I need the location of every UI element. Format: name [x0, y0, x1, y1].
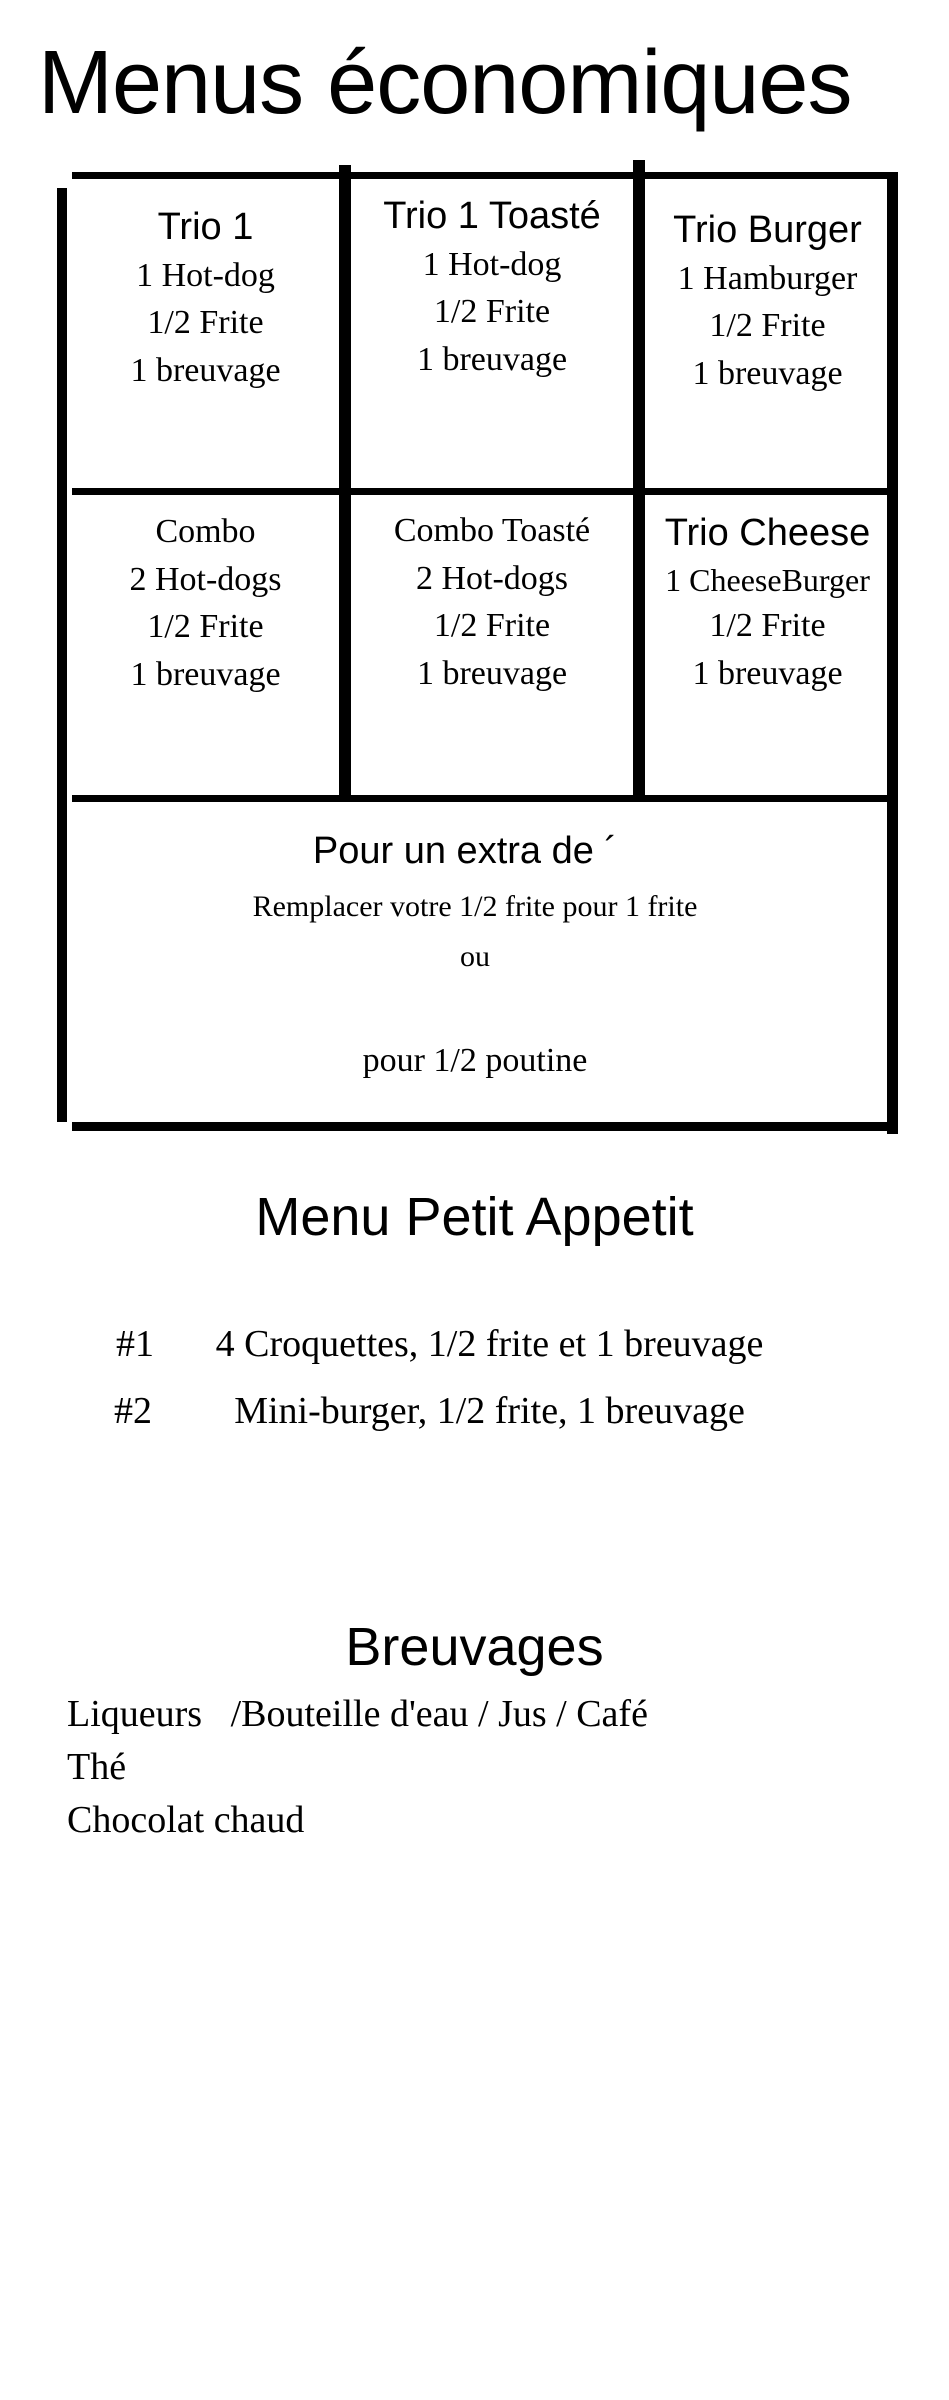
grid-row-divider-2	[72, 795, 892, 802]
combo-item: 1 Hot-dog	[136, 256, 275, 294]
item-description: 4 Croquettes, 1/2 frite et 1 breuvage	[215, 1323, 764, 1365]
combo-item: 1/2 Frite	[709, 307, 826, 345]
combo-item: 1/2 Frite	[147, 608, 264, 646]
combo-item: 1/2 Frite	[433, 293, 551, 331]
beverage-line: Thé	[67, 1746, 127, 1788]
combo-cell-trio-1-toaste	[351, 193, 633, 383]
combo-item: 1 Hot-dog	[422, 245, 562, 283]
item-number: #1	[116, 1323, 154, 1365]
extra-line: pour 1/2 poutine	[362, 1042, 588, 1079]
grid-top-border	[72, 172, 896, 179]
combo-name: Trio 1 Toasté	[383, 195, 601, 237]
beverage-line: Chocolat chaud	[67, 1799, 305, 1841]
combo-name: Trio Cheese	[664, 512, 871, 554]
combo-item: 1 CheeseBurger	[665, 561, 870, 598]
section-title-petit-appetit: Menu Petit Appetit	[255, 1187, 694, 1247]
combo-item: 1 breuvage	[130, 655, 281, 693]
item-description: Mini-burger, 1/2 frite, 1 breuvage	[234, 1390, 745, 1432]
combo-name: Trio Burger	[673, 209, 862, 251]
extra-line: ou	[460, 940, 490, 973]
combo-item: 1 breuvage	[130, 351, 281, 389]
combo-cell-trio-cheese	[645, 510, 890, 697]
combo-cell-trio-1	[72, 204, 339, 394]
item-number: #2	[114, 1390, 152, 1432]
combo-item: 1/2 Frite	[147, 304, 264, 342]
combo-item: 1 breuvage	[416, 654, 568, 692]
combo-item: 1 Hamburger	[677, 259, 858, 297]
combo-item: 1 breuvage	[692, 354, 843, 392]
page-title: Menus économiques	[38, 33, 852, 133]
combo-item: 1 breuvage	[416, 340, 568, 378]
beverage-line: Liqueurs /Bouteille d'eau / Jus / Café	[67, 1693, 648, 1735]
grid-col-divider-2	[633, 160, 645, 798]
combo-item: 1 breuvage	[692, 654, 843, 692]
combo-cell-combo	[72, 508, 339, 698]
extra-heading: Pour un extra de ´	[312, 830, 618, 872]
section-title-breuvages: Breuvages	[345, 1617, 604, 1677]
combo-cell-trio-burger	[645, 207, 890, 397]
combo-item: 2 Hot-dogs	[129, 560, 282, 598]
grid-bottom-border	[72, 1122, 892, 1131]
grid-left-border	[57, 188, 67, 1122]
extra-line: Remplacer votre 1/2 frite pour 1 frite	[252, 890, 698, 923]
combo-item: 1/2 Frite	[433, 607, 551, 645]
combo-item: 1/2 Frite	[709, 607, 826, 645]
grid-row-divider-1	[72, 488, 892, 495]
combo-item: 2 Hot-dogs	[415, 559, 569, 597]
combo-cell-combo-toaste	[351, 507, 633, 697]
combo-name: Combo	[155, 513, 256, 550]
combo-name: Trio 1	[157, 206, 254, 248]
combo-name: Combo Toasté	[393, 512, 591, 549]
grid-col-divider-1	[339, 165, 351, 800]
